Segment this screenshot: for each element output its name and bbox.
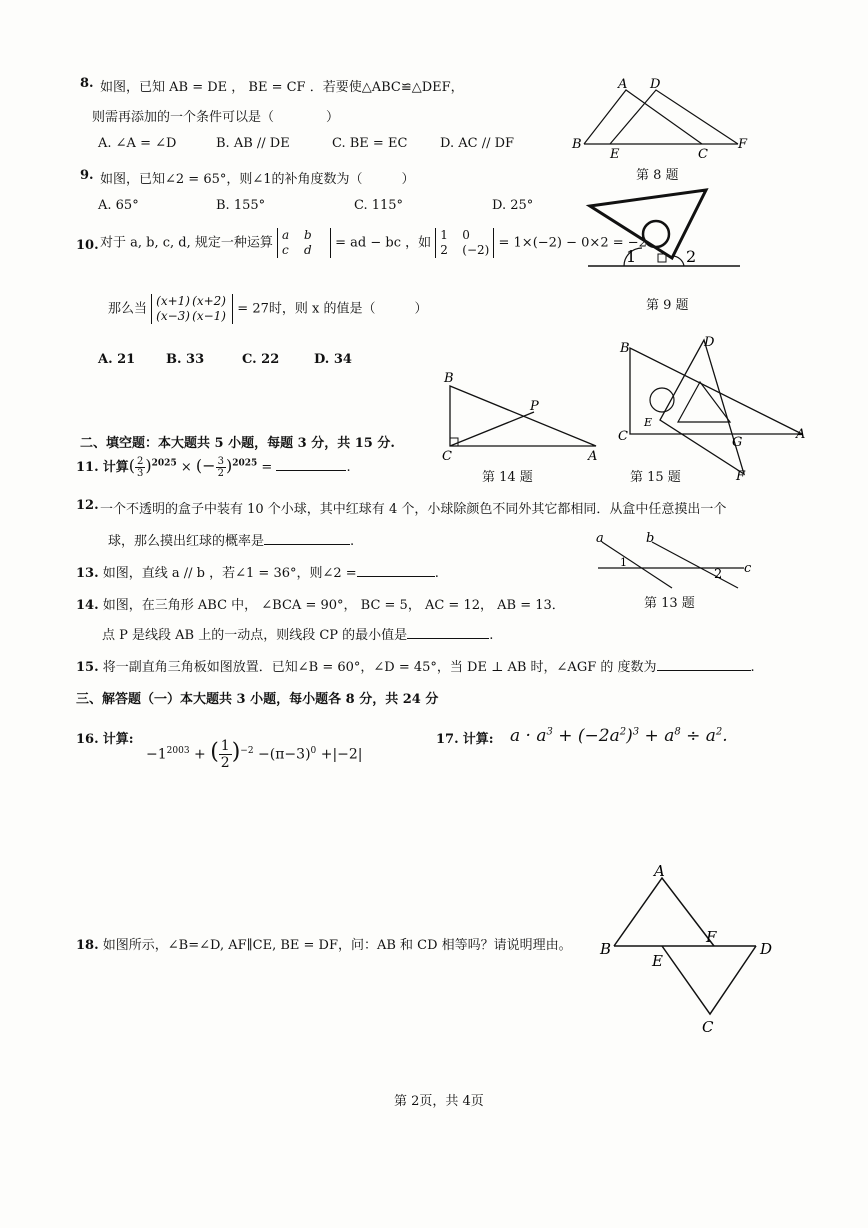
q8-option-c: C. BE = EC bbox=[332, 136, 408, 151]
q9-caption: 第 9 题 bbox=[646, 298, 689, 313]
q10-determinant-example: 1 0 2 (−2) bbox=[435, 228, 494, 258]
q12-answer-blank bbox=[264, 544, 350, 545]
q8-label-d: D bbox=[650, 77, 661, 92]
q8-figure bbox=[570, 74, 760, 164]
q14-figure bbox=[438, 368, 608, 464]
q14-label-b: B bbox=[444, 371, 454, 386]
q18-text-line: 18. 如图所示，∠B=∠D, AF∥CE, BE = DF，问：AB 和 CD 相等吗？请说明理由。 bbox=[76, 938, 572, 953]
q18-label-f: F bbox=[706, 928, 717, 946]
q15-label-b: B bbox=[620, 341, 630, 356]
q15-answer-blank bbox=[657, 670, 751, 671]
q8-caption: 第 8 题 bbox=[636, 168, 679, 183]
q15-label-c: C bbox=[618, 429, 628, 444]
q8-stem-line2: 则需再添加的一个条件可以是（ ） bbox=[92, 110, 340, 125]
q10-option-b: B. 33 bbox=[166, 352, 205, 367]
q8-option-d: D. AC // DF bbox=[440, 136, 515, 151]
q9-option-a: A. 65° bbox=[98, 198, 139, 213]
q15-label-d: D bbox=[704, 335, 715, 350]
q10-option-d: D. 34 bbox=[314, 352, 352, 367]
q8-number: 8. bbox=[80, 76, 94, 91]
q12-number: 12. bbox=[76, 498, 99, 513]
q13-angle1-label: 1 bbox=[620, 556, 627, 569]
q16-expression: $-1^{2003}$ + ( $\frac{1}{2}$ )$^{-2} -(\pi-3)^0 +|-2|$ bbox=[146, 738, 363, 771]
q15-label-e: E bbox=[644, 416, 653, 429]
q13-angle2-label: 2 bbox=[714, 567, 723, 582]
q11-answer-blank bbox=[276, 470, 346, 471]
q10-option-c: C. 22 bbox=[242, 352, 280, 367]
q10-stem bbox=[100, 228, 647, 258]
q13-label-b: b bbox=[646, 531, 655, 546]
q14-label-p: P bbox=[530, 399, 539, 414]
q10-determinant-x: (x+1) (x+2) (x−3) (x−1) bbox=[151, 294, 233, 324]
q9-option-b: B. 155° bbox=[216, 198, 266, 213]
q9-angle1-label: 1 bbox=[626, 247, 637, 266]
q10-option-a: A. 21 bbox=[98, 352, 136, 367]
q15-text-line: 15. 将一副直角三角板如图放置．已知∠B = 60°，∠D = 45°，当 DE ⊥ AB 时，∠AGF 的 度数为 . bbox=[76, 660, 755, 675]
q14-caption: 第 14 题 bbox=[482, 470, 533, 485]
q14-label-a: A bbox=[588, 449, 598, 464]
q14-text-line: 14. 如图，在三角形 ABC 中， ∠BCA = 90°， BC = 5， AC = 12， AB = 13． bbox=[76, 598, 565, 613]
q13-label-a: a bbox=[596, 531, 604, 546]
q11: 11. 计算( $\frac{2}{3}$ )$^{2025}$ × (− $\frac{3}{2}$ )$^{2025}$ = . bbox=[76, 456, 351, 479]
q17-expression: $a \cdot a^3 + (-2a^2)^3 + a^8 \div a^2$. bbox=[510, 726, 728, 746]
q18-label-d: D bbox=[760, 940, 773, 958]
q14-text: 如图，在三角形 ABC 中， ∠BCA = 90°， BC = 5， AC = 12， AB = 13． bbox=[102, 598, 565, 613]
q17-label-line: 17. 计算: bbox=[436, 732, 494, 747]
q11-fraction1: $\frac{2}{3}$ bbox=[137, 456, 144, 479]
q15-label-f: F bbox=[736, 469, 746, 484]
q10-stem-c: = 1×(−2) − 0×2 = −2 bbox=[498, 235, 647, 251]
q11-label: 计算 bbox=[102, 460, 129, 475]
q15-text: 将一副直角三角板如图放置．已知∠B = 60°，∠D = 45°，当 DE ⊥ AB 时，∠AGF 的 度数为 bbox=[102, 660, 657, 675]
q11-number: 11. bbox=[76, 460, 99, 475]
q10-stem2-a: 那么当 bbox=[108, 301, 148, 317]
q13-figure bbox=[588, 528, 758, 592]
q18-figure bbox=[596, 862, 780, 1040]
q13-text: 如图，直线 a // b ，若∠1 = 36°，则∠2 = bbox=[102, 566, 357, 581]
q11-fraction2: $\frac{3}{2}$ bbox=[217, 456, 224, 479]
q14-answer-blank bbox=[407, 638, 489, 639]
q9-stem: 如图，已知∠2 = 65°，则∠1的补角度数为（ ） bbox=[100, 172, 415, 187]
q9-option-c: C. 115° bbox=[354, 198, 404, 213]
q10-determinant-def: a b c d bbox=[277, 228, 331, 258]
q8-option-a: A. ∠A = ∠D bbox=[98, 136, 177, 151]
q15-label-a: A bbox=[796, 427, 806, 442]
q14-text-line2: 点 P 是线段 AB 上的一动点，则线段 CP 的最小值是 . bbox=[102, 628, 494, 643]
q8-label-b: B bbox=[572, 137, 582, 152]
q16-fraction: $\frac{1}{2}$ bbox=[220, 738, 230, 771]
q18-label-c: C bbox=[702, 1018, 714, 1036]
q9-option-d: D. 25° bbox=[492, 198, 534, 213]
q18-label-a: A bbox=[654, 862, 665, 880]
q13-answer-blank bbox=[357, 576, 435, 577]
q8-label-a: A bbox=[618, 77, 628, 92]
q12-text-line2: 球，那么摸出红球的概率是 . bbox=[108, 534, 355, 549]
q15-caption: 第 15 题 bbox=[630, 470, 681, 485]
q10-stem2-b: = 27时，则 x 的值是（ ） bbox=[237, 301, 428, 317]
q10-stem-b: = ad − bc ，如 bbox=[335, 235, 432, 251]
section3-heading: 三、解答题（一）本大题共 3 小题，每小题各 8 分，共 24 分 bbox=[76, 692, 439, 707]
q13-text-line: 13. 如图，直线 a // b ，若∠1 = 36°，则∠2 = . bbox=[76, 566, 439, 581]
q10-stem-a: 对于 a, b, c, d, 规定一种运算 bbox=[100, 235, 273, 251]
section2-heading: 二、填空题：本大题共 5 小题，每题 3 分，共 15 分. bbox=[80, 436, 395, 451]
q8-label-e: E bbox=[610, 147, 620, 162]
q18-label-e: E bbox=[652, 952, 663, 970]
q16-label-line: 16. 计算: bbox=[76, 732, 134, 747]
q8-label-c: C bbox=[698, 147, 708, 162]
q9-number: 9. bbox=[80, 168, 94, 183]
q12-text: 一个不透明的盒子中装有 10 个小球，其中红球有 4 个，小球除颜色不同外其它都相同．从盒中任意摸出一个 bbox=[100, 502, 727, 517]
q13-caption: 第 13 题 bbox=[644, 596, 695, 611]
q14-label-c: C bbox=[442, 449, 452, 464]
q10-stem-line2 bbox=[108, 294, 427, 324]
q8-stem: 如图，已知 AB = DE ， BE = CF ．若要使△ABC≌△DEF， bbox=[100, 80, 464, 95]
q8-option-b: B. AB // DE bbox=[216, 136, 290, 151]
q15-figure bbox=[612, 334, 812, 484]
q8-label-f: F bbox=[738, 137, 748, 152]
page-footer: 第 2页，共 4页 bbox=[394, 1094, 484, 1109]
q13-label-c: c bbox=[744, 561, 752, 576]
q10-number: 10. bbox=[76, 238, 99, 253]
q9-angle2-label: 2 bbox=[686, 247, 697, 266]
q18-label-b: B bbox=[600, 940, 612, 958]
q18-text: 如图所示，∠B=∠D, AF∥CE, BE = DF，问：AB 和 CD 相等吗？请说明理由。 bbox=[102, 938, 572, 953]
q15-label-g: G bbox=[732, 435, 743, 450]
